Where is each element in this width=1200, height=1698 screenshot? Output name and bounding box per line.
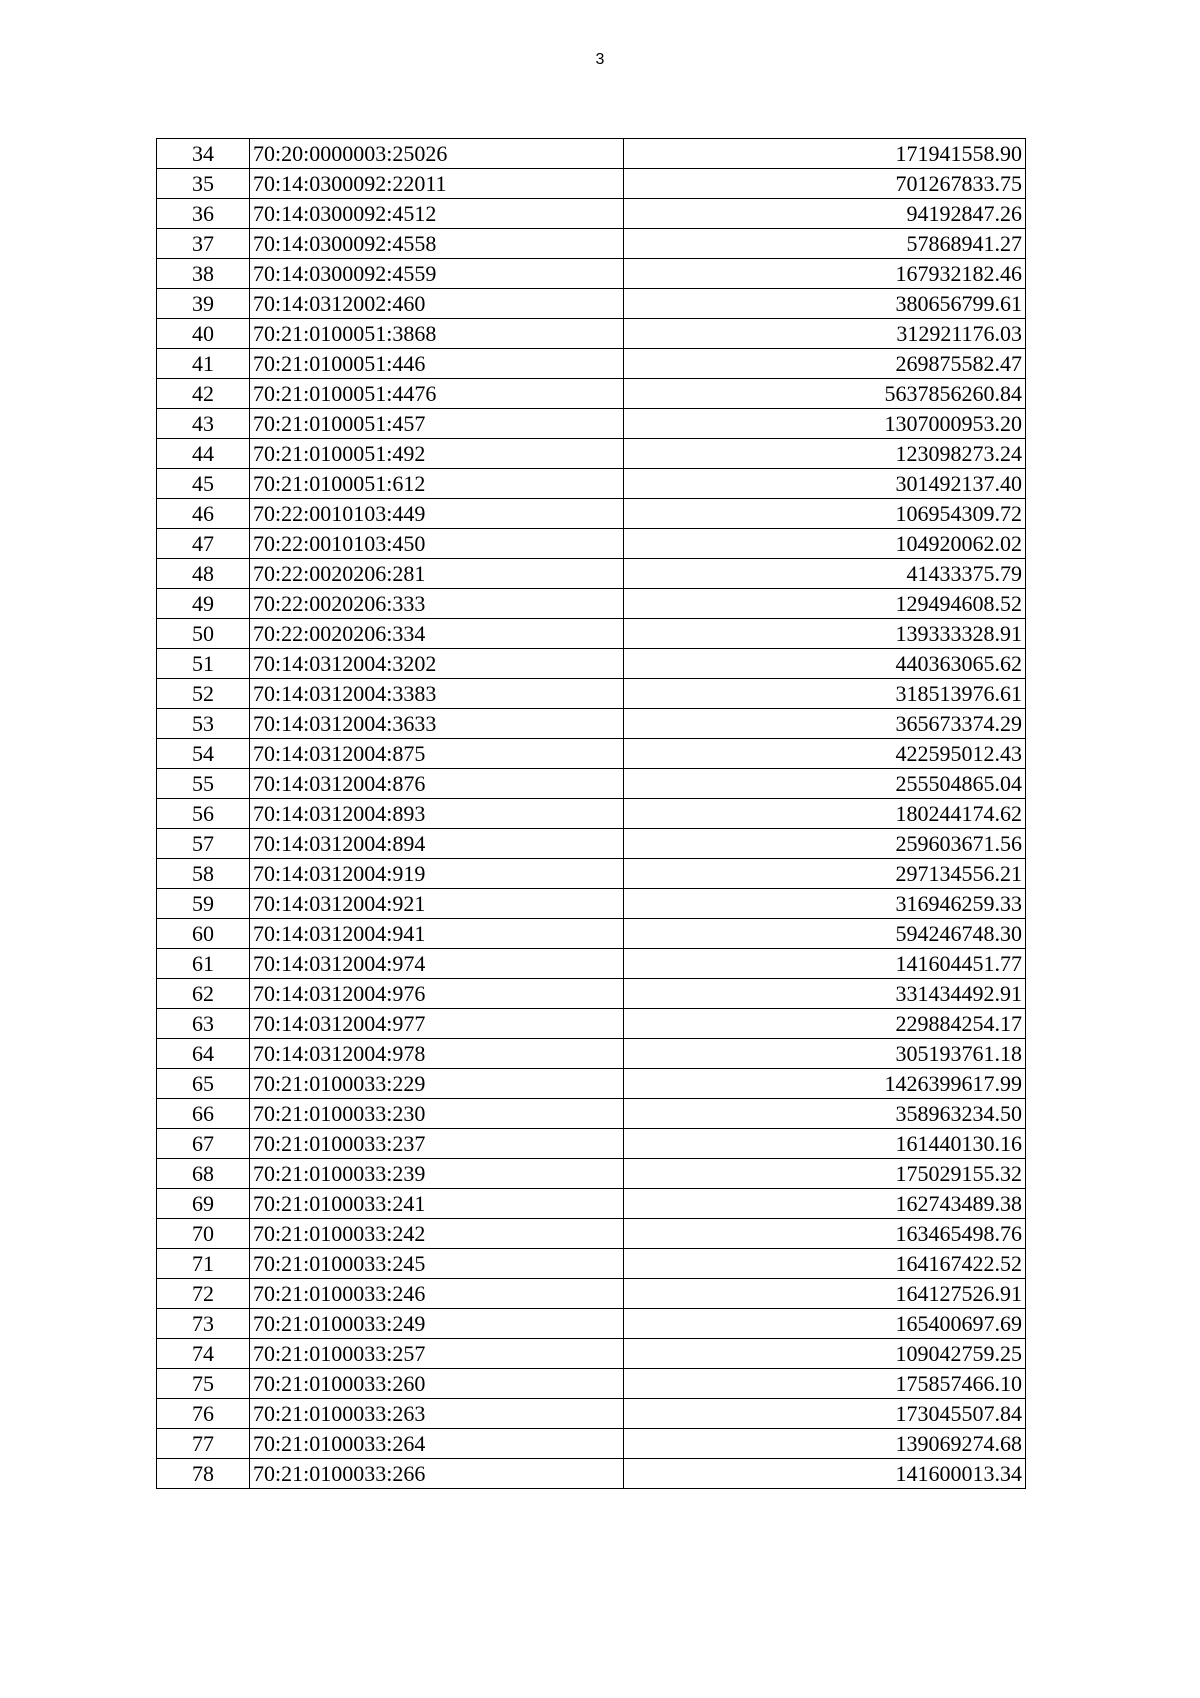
table-row (157, 1279, 1026, 1309)
cadastral-value-cell: 141604451.77 (624, 949, 1026, 979)
table-row (157, 1429, 1026, 1459)
row-number-cell: 51 (157, 649, 250, 679)
row-number-cell: 56 (157, 799, 250, 829)
cadastral-number-cell: 70:21:0100033:249 (250, 1309, 624, 1339)
cadastral-value-cell: 57868941.27 (624, 229, 1026, 259)
cadastral-value-cell: 165400697.69 (624, 1309, 1026, 1339)
row-number-cell: 55 (157, 769, 250, 799)
cadastral-number-cell: 70:21:0100033:263 (250, 1399, 624, 1429)
table-row (157, 1369, 1026, 1399)
row-number-cell: 77 (157, 1429, 250, 1459)
cadastral-number-cell: 70:21:0100033:246 (250, 1279, 624, 1309)
cadastral-value-cell: 305193761.18 (624, 1039, 1026, 1069)
cadastral-value-cell: 1307000953.20 (624, 409, 1026, 439)
cadastral-value-cell: 106954309.72 (624, 499, 1026, 529)
cadastral-number-cell: 70:21:0100033:237 (250, 1129, 624, 1159)
cadastral-value-cell: 422595012.43 (624, 739, 1026, 769)
table-row (157, 319, 1026, 349)
row-number-cell: 72 (157, 1279, 250, 1309)
row-number-cell: 70 (157, 1219, 250, 1249)
cadastral-value-cell: 259603671.56 (624, 829, 1026, 859)
cadastral-value-cell: 139333328.91 (624, 619, 1026, 649)
row-number-cell: 50 (157, 619, 250, 649)
table-row (157, 709, 1026, 739)
cadastral-value-table (156, 138, 1026, 1489)
cadastral-number-cell: 70:21:0100033:264 (250, 1429, 624, 1459)
cadastral-number-cell: 70:14:0312004:974 (250, 949, 624, 979)
cadastral-number-cell: 70:14:0312004:977 (250, 1009, 624, 1039)
row-number-cell: 71 (157, 1249, 250, 1279)
cadastral-value-cell: 594246748.30 (624, 919, 1026, 949)
row-number-cell: 53 (157, 709, 250, 739)
row-number-cell: 35 (157, 169, 250, 199)
row-number-cell: 37 (157, 229, 250, 259)
table-row (157, 139, 1026, 169)
row-number-cell: 47 (157, 529, 250, 559)
cadastral-number-cell: 70:20:0000003:25026 (250, 139, 624, 169)
cadastral-number-cell: 70:21:0100051:4476 (250, 379, 624, 409)
table-row (157, 469, 1026, 499)
table-row (157, 169, 1026, 199)
row-number-cell: 42 (157, 379, 250, 409)
table-row (157, 769, 1026, 799)
row-number-cell: 49 (157, 589, 250, 619)
cadastral-number-cell: 70:21:0100033:242 (250, 1219, 624, 1249)
table-row (157, 739, 1026, 769)
row-number-cell: 36 (157, 199, 250, 229)
table-row (157, 799, 1026, 829)
row-number-cell: 44 (157, 439, 250, 469)
table-body (157, 139, 1026, 1489)
cadastral-value-cell: 318513976.61 (624, 679, 1026, 709)
row-number-cell: 75 (157, 1369, 250, 1399)
cadastral-value-cell: 229884254.17 (624, 1009, 1026, 1039)
row-number-cell: 58 (157, 859, 250, 889)
row-number-cell: 60 (157, 919, 250, 949)
cadastral-number-cell: 70:14:0312002:460 (250, 289, 624, 319)
table-row (157, 619, 1026, 649)
cadastral-number-cell: 70:14:0312004:941 (250, 919, 624, 949)
cadastral-number-cell: 70:21:0100051:492 (250, 439, 624, 469)
row-number-cell: 52 (157, 679, 250, 709)
cadastral-number-cell: 70:14:0300092:4559 (250, 259, 624, 289)
table-row (157, 679, 1026, 709)
table-row (157, 1129, 1026, 1159)
table-row (157, 439, 1026, 469)
cadastral-number-cell: 70:14:0312004:875 (250, 739, 624, 769)
cadastral-value-cell: 365673374.29 (624, 709, 1026, 739)
row-number-cell: 59 (157, 889, 250, 919)
table-row (157, 949, 1026, 979)
cadastral-value-cell: 164167422.52 (624, 1249, 1026, 1279)
row-number-cell: 38 (157, 259, 250, 289)
table-row (157, 979, 1026, 1009)
cadastral-value-cell: 175029155.32 (624, 1159, 1026, 1189)
cadastral-value-cell: 109042759.25 (624, 1339, 1026, 1369)
row-number-cell: 54 (157, 739, 250, 769)
cadastral-number-cell: 70:14:0300092:4512 (250, 199, 624, 229)
row-number-cell: 67 (157, 1129, 250, 1159)
cadastral-number-cell: 70:14:0312004:893 (250, 799, 624, 829)
cadastral-value-cell: 331434492.91 (624, 979, 1026, 1009)
cadastral-value-cell: 173045507.84 (624, 1399, 1026, 1429)
table-row (157, 379, 1026, 409)
cadastral-value-cell: 123098273.24 (624, 439, 1026, 469)
table-row (157, 349, 1026, 379)
cadastral-number-cell: 70:22:0020206:334 (250, 619, 624, 649)
cadastral-number-cell: 70:21:0100051:446 (250, 349, 624, 379)
table-row (157, 1039, 1026, 1069)
cadastral-value-cell: 175857466.10 (624, 1369, 1026, 1399)
cadastral-number-cell: 70:21:0100051:457 (250, 409, 624, 439)
row-number-cell: 40 (157, 319, 250, 349)
cadastral-number-cell: 70:14:0312004:3383 (250, 679, 624, 709)
table-row (157, 859, 1026, 889)
cadastral-value-cell: 316946259.33 (624, 889, 1026, 919)
table-row (157, 1189, 1026, 1219)
table-row (157, 1159, 1026, 1189)
table-row (157, 529, 1026, 559)
row-number-cell: 46 (157, 499, 250, 529)
table-row (157, 1339, 1026, 1369)
row-number-cell: 43 (157, 409, 250, 439)
table-row (157, 409, 1026, 439)
cadastral-number-cell: 70:21:0100051:612 (250, 469, 624, 499)
cadastral-value-cell: 301492137.40 (624, 469, 1026, 499)
row-number-cell: 41 (157, 349, 250, 379)
table-row (157, 829, 1026, 859)
cadastral-value-cell: 701267833.75 (624, 169, 1026, 199)
cadastral-value-cell: 161440130.16 (624, 1129, 1026, 1159)
cadastral-value-cell: 141600013.34 (624, 1459, 1026, 1489)
table-row (157, 199, 1026, 229)
cadastral-value-cell: 164127526.91 (624, 1279, 1026, 1309)
row-number-cell: 45 (157, 469, 250, 499)
cadastral-number-cell: 70:14:0300092:4558 (250, 229, 624, 259)
table-row (157, 259, 1026, 289)
row-number-cell: 78 (157, 1459, 250, 1489)
cadastral-value-cell: 163465498.76 (624, 1219, 1026, 1249)
row-number-cell: 65 (157, 1069, 250, 1099)
row-number-cell: 64 (157, 1039, 250, 1069)
cadastral-number-cell: 70:21:0100033:257 (250, 1339, 624, 1369)
cadastral-value-cell: 5637856260.84 (624, 379, 1026, 409)
cadastral-value-cell: 171941558.90 (624, 139, 1026, 169)
cadastral-number-cell: 70:21:0100033:260 (250, 1369, 624, 1399)
cadastral-number-cell: 70:21:0100033:229 (250, 1069, 624, 1099)
cadastral-value-cell: 380656799.61 (624, 289, 1026, 319)
cadastral-value-cell: 41433375.79 (624, 559, 1026, 589)
cadastral-number-cell: 70:21:0100033:239 (250, 1159, 624, 1189)
cadastral-number-cell: 70:14:0312004:978 (250, 1039, 624, 1069)
cadastral-number-cell: 70:14:0312004:876 (250, 769, 624, 799)
cadastral-value-cell: 297134556.21 (624, 859, 1026, 889)
row-number-cell: 76 (157, 1399, 250, 1429)
row-number-cell: 63 (157, 1009, 250, 1039)
row-number-cell: 66 (157, 1099, 250, 1129)
row-number-cell: 69 (157, 1189, 250, 1219)
row-number-cell: 74 (157, 1339, 250, 1369)
cadastral-number-cell: 70:22:0020206:333 (250, 589, 624, 619)
table-row (157, 1309, 1026, 1339)
row-number-cell: 61 (157, 949, 250, 979)
table-row (157, 559, 1026, 589)
cadastral-value-cell: 358963234.50 (624, 1099, 1026, 1129)
cadastral-number-cell: 70:21:0100033:245 (250, 1249, 624, 1279)
table-row (157, 1399, 1026, 1429)
table-row (157, 1459, 1026, 1489)
cadastral-number-cell: 70:14:0312004:3202 (250, 649, 624, 679)
cadastral-value-cell: 129494608.52 (624, 589, 1026, 619)
table-row (157, 649, 1026, 679)
table-row (157, 1069, 1026, 1099)
row-number-cell: 34 (157, 139, 250, 169)
cadastral-number-cell: 70:21:0100033:241 (250, 1189, 624, 1219)
cadastral-number-cell: 70:22:0020206:281 (250, 559, 624, 589)
cadastral-value-cell: 440363065.62 (624, 649, 1026, 679)
row-number-cell: 57 (157, 829, 250, 859)
cadastral-number-cell: 70:22:0010103:449 (250, 499, 624, 529)
table-row (157, 229, 1026, 259)
page-number: 3 (595, 51, 605, 68)
row-number-cell: 62 (157, 979, 250, 1009)
cadastral-value-cell: 269875582.47 (624, 349, 1026, 379)
table-row (157, 589, 1026, 619)
cadastral-number-cell: 70:22:0010103:450 (250, 529, 624, 559)
cadastral-value-cell: 94192847.26 (624, 199, 1026, 229)
cadastral-number-cell: 70:14:0312004:3633 (250, 709, 624, 739)
cadastral-number-cell: 70:21:0100033:230 (250, 1099, 624, 1129)
cadastral-number-cell: 70:14:0312004:894 (250, 829, 624, 859)
table-row (157, 889, 1026, 919)
row-number-cell: 39 (157, 289, 250, 319)
table-row (157, 499, 1026, 529)
row-number-cell: 48 (157, 559, 250, 589)
table-row (157, 1099, 1026, 1129)
cadastral-value-cell: 167932182.46 (624, 259, 1026, 289)
cadastral-number-cell: 70:21:0100033:266 (250, 1459, 624, 1489)
cadastral-value-cell: 255504865.04 (624, 769, 1026, 799)
cadastral-value-cell: 1426399617.99 (624, 1069, 1026, 1099)
row-number-cell: 73 (157, 1309, 250, 1339)
cadastral-number-cell: 70:14:0300092:22011 (250, 169, 624, 199)
cadastral-number-cell: 70:14:0312004:921 (250, 889, 624, 919)
cadastral-number-cell: 70:14:0312004:976 (250, 979, 624, 1009)
cadastral-value-cell: 139069274.68 (624, 1429, 1026, 1459)
table-row (157, 1009, 1026, 1039)
cadastral-value-cell: 180244174.62 (624, 799, 1026, 829)
row-number-cell: 68 (157, 1159, 250, 1189)
cadastral-value-cell: 104920062.02 (624, 529, 1026, 559)
cadastral-value-cell: 312921176.03 (624, 319, 1026, 349)
cadastral-number-cell: 70:14:0312004:919 (250, 859, 624, 889)
table-row (157, 1249, 1026, 1279)
table-row (157, 289, 1026, 319)
cadastral-value-cell: 162743489.38 (624, 1189, 1026, 1219)
table-row (157, 919, 1026, 949)
table-row (157, 1219, 1026, 1249)
cadastral-number-cell: 70:21:0100051:3868 (250, 319, 624, 349)
